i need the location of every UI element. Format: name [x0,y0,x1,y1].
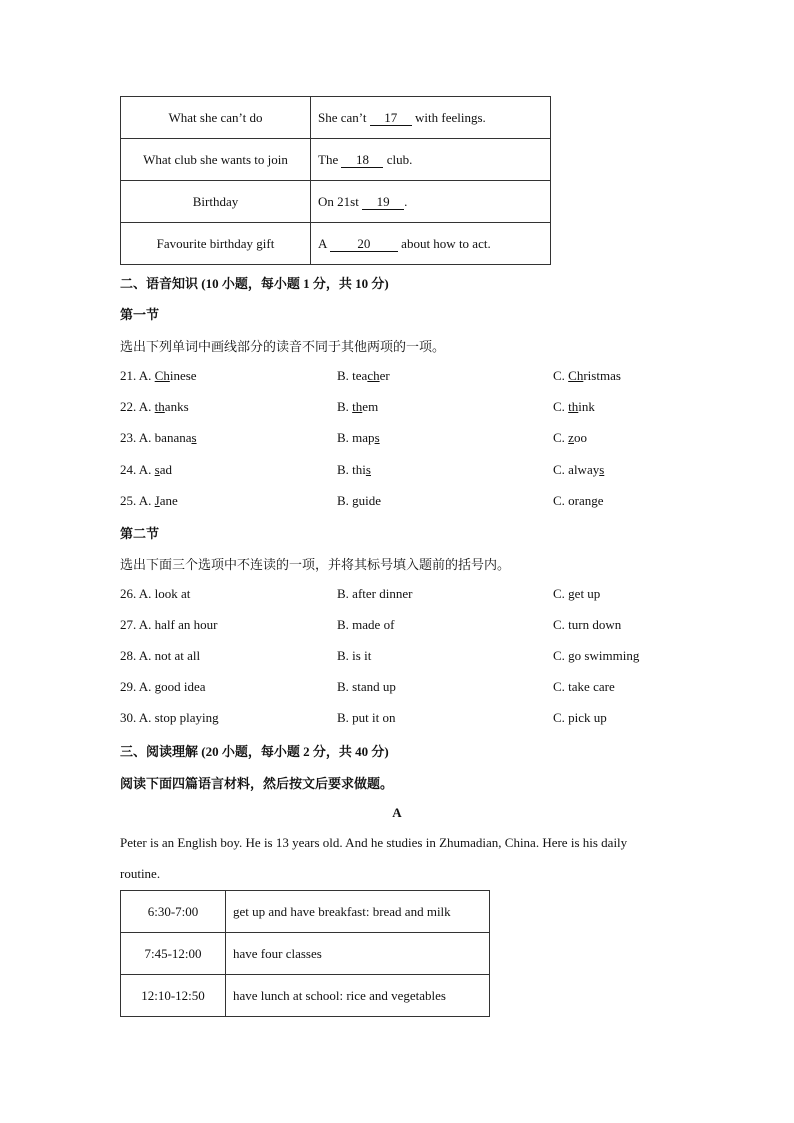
option-a: 25. A. Jane [120,493,178,508]
option-b: B. this [337,462,371,477]
table-row [121,181,551,223]
routine-activity: have lunch at school: rice and vegetables [226,975,490,1017]
option-c: C. take care [553,679,615,694]
option-b: B. put it on [337,710,396,725]
option-b: B. is it [337,648,372,663]
option-c: C. think [553,399,595,414]
part2-title: 第二节 [120,526,160,541]
row-value: She can’t 17 with feelings. [311,97,551,139]
option-c: C. turn down [553,617,622,632]
table-row [121,975,490,1017]
row-label: Favourite birthday gift [121,223,311,265]
routine-time: 7:45-12:00 [121,933,226,975]
passage-intro-line2: routine. [120,866,161,881]
routine-activity: have four classes [226,933,490,975]
option-b: B. maps [337,430,380,445]
option-a: 21. A. Chinese [120,368,197,383]
row-label: Birthday [121,181,311,223]
table-row [121,891,490,933]
option-b: B. teacher [337,368,390,383]
option-c: C. Christmas [553,368,621,383]
option-c: C. zoo [553,430,587,445]
option-b: B. guide [337,493,382,508]
row-value: On 21st 19 . [311,181,551,223]
row-label: What she can’t do [121,97,311,139]
routine-table [120,890,490,1017]
answer-blank: 17 [370,111,412,126]
routine-activity: get up and have breakfast: bread and milk [226,891,490,933]
row-value: The 18 club. [311,139,551,181]
table-row [121,139,551,181]
option-a: 23. A. bananas [120,430,197,445]
section2-heading: 二、语音知识 (10 小题，每小题 1 分，共 10 分) [120,276,389,291]
option-a: 27. A. half an hour [120,617,218,632]
option-b: B. made of [337,617,395,632]
row-label: What club she wants to join [121,139,311,181]
table-row [121,223,551,265]
option-b: B. after dinner [337,586,413,601]
option-a: 28. A. not at all [120,648,201,663]
answer-blank: 18 [341,153,383,168]
option-a: 30. A. stop playing [120,710,219,725]
section3-heading: 三、阅读理解 (20 小题，每小题 2 分，共 40 分) [120,744,389,759]
passage-intro-line1: Peter is an English boy. He is 13 years old. And he studies in Zhumadian, China. Here is his daily [120,835,628,850]
table-row [121,933,490,975]
table-row [121,97,551,139]
option-c: C. pick up [553,710,607,725]
option-c: C. go swimming [553,648,640,663]
part1-title: 第一节 [120,307,160,322]
routine-time: 12:10-12:50 [121,975,226,1017]
answer-blank: 19 [362,195,404,210]
option-a: 29. A. good idea [120,679,206,694]
routine-time: 6:30-7:00 [121,891,226,933]
option-b: B. them [337,399,379,414]
answer-blank: 20 [330,237,398,252]
option-a: 26. A. look at [120,586,191,601]
option-b: B. stand up [337,679,396,694]
part1-instruction: 选出下列单词中画线部分的读音不同于其他两项的一项。 [120,339,446,354]
option-c: C. get up [553,586,601,601]
passage-label: A [392,805,402,820]
option-c: C. orange [553,493,604,508]
section3-instruction: 阅读下面四篇语言材料，然后按文后要求做题。 [120,776,394,791]
part2-instruction: 选出下面三个选项中不连读的一项，并将其标号填入题前的括号内。 [120,557,511,572]
option-a: 24. A. sad [120,462,173,477]
info-table [120,96,551,265]
row-value: A 20 about how to act. [311,223,551,265]
option-a: 22. A. thanks [120,399,189,414]
option-c: C. always [553,462,605,477]
